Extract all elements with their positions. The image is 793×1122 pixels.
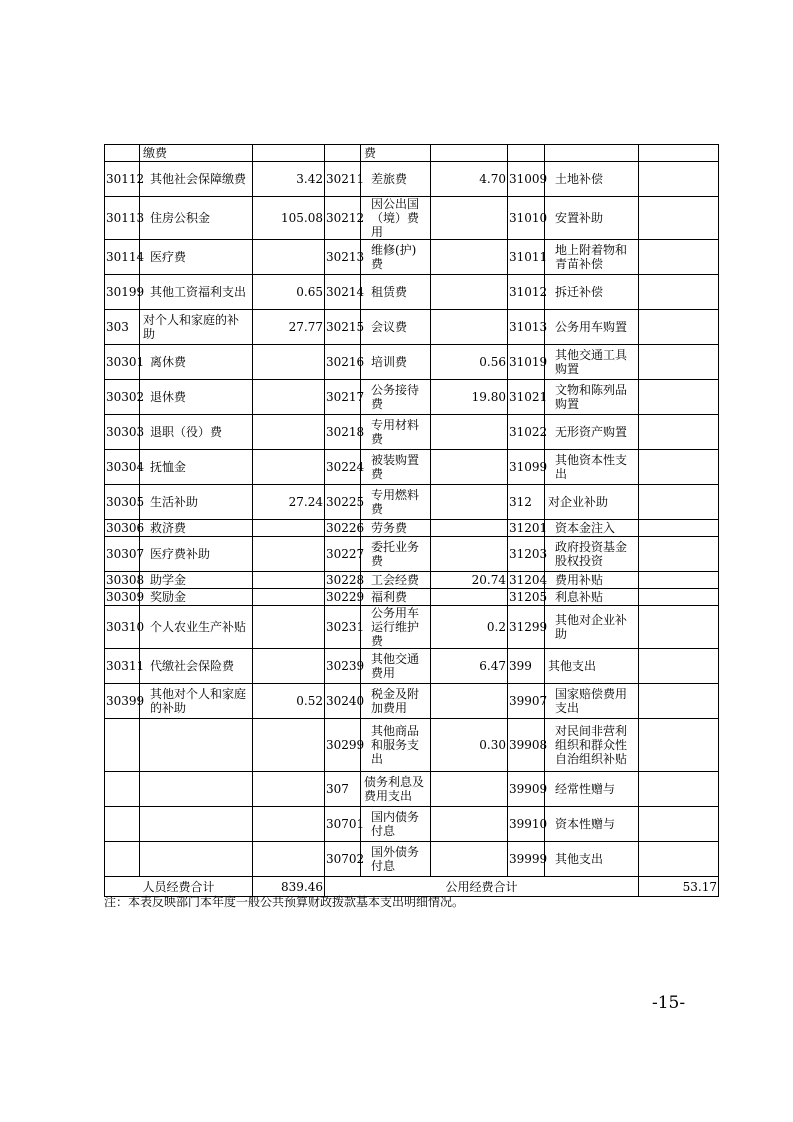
amount-1 bbox=[253, 572, 325, 589]
name-3: 其他支出 bbox=[545, 649, 639, 684]
public-total-amount: 53.17 bbox=[639, 877, 719, 897]
name-1: 其他社会保障缴费 bbox=[140, 162, 253, 197]
code-3: 399 bbox=[508, 649, 545, 684]
code-3: 31013 bbox=[508, 310, 545, 345]
name-3: 资本金注入 bbox=[545, 520, 639, 537]
name-1: 助学金 bbox=[140, 572, 253, 589]
amount-1: 27.24 bbox=[253, 485, 325, 520]
name-1: 其他工资福利支出 bbox=[140, 275, 253, 310]
code-1: 30308 bbox=[106, 573, 145, 587]
name-2: 工会经费 bbox=[361, 572, 431, 589]
amount-2: 4.70 bbox=[431, 162, 508, 197]
amount-3 bbox=[639, 684, 719, 719]
amount-3 bbox=[639, 197, 719, 240]
name-1: 缴费 bbox=[140, 145, 253, 162]
amount-3 bbox=[639, 572, 719, 589]
code-1: 30399 bbox=[105, 684, 140, 719]
code-1 bbox=[105, 719, 140, 772]
amount-2 bbox=[431, 310, 508, 345]
name-1: 医疗费 bbox=[140, 240, 253, 275]
code-2: 30212 bbox=[325, 197, 361, 240]
code-1: 30309 bbox=[106, 590, 145, 604]
name-1: 代缴社会保险费 bbox=[140, 649, 253, 684]
name-3: 资本性赠与 bbox=[545, 807, 639, 842]
name-2: 劳务费 bbox=[361, 520, 431, 537]
amount-3 bbox=[639, 842, 719, 877]
code-2: 30231 bbox=[325, 606, 361, 649]
code-2 bbox=[325, 145, 361, 162]
amount-3 bbox=[639, 649, 719, 684]
name-1: 退职（役）费 bbox=[140, 415, 253, 450]
amount-3 bbox=[639, 772, 719, 807]
amount-3 bbox=[639, 807, 719, 842]
code-1 bbox=[105, 145, 140, 162]
amount-3 bbox=[639, 310, 719, 345]
table-row bbox=[105, 772, 719, 807]
code-2: 30225 bbox=[325, 485, 361, 520]
name-1: 退休费 bbox=[140, 380, 253, 415]
name-2: 国外债务付息 bbox=[361, 842, 431, 877]
name-1: 生活补助 bbox=[140, 485, 253, 520]
code-2: 30214 bbox=[325, 275, 361, 310]
amount-1 bbox=[253, 606, 325, 649]
code-3: 39910 bbox=[508, 807, 545, 842]
name-3: 其他支出 bbox=[545, 842, 639, 877]
expenditure-detail-table bbox=[104, 144, 719, 897]
code-3: 31204 bbox=[509, 573, 548, 587]
code-3: 31009 bbox=[508, 162, 545, 197]
table-row bbox=[105, 415, 719, 450]
page-number: -15- bbox=[652, 993, 686, 1013]
amount-1: 3.42 bbox=[253, 162, 325, 197]
amount-2 bbox=[431, 450, 508, 485]
amount-1 bbox=[253, 719, 325, 772]
table-row bbox=[105, 520, 719, 537]
code-2: 30701 bbox=[325, 807, 361, 842]
name-1 bbox=[140, 807, 253, 842]
amount-2 bbox=[431, 485, 508, 520]
amount-3 bbox=[639, 145, 719, 162]
code-3: 31099 bbox=[508, 450, 545, 485]
name-1: 救济费 bbox=[140, 520, 253, 537]
amount-2: 0.56 bbox=[431, 345, 508, 380]
code-1: 30310 bbox=[105, 606, 140, 649]
amount-2: 19.80 bbox=[431, 380, 508, 415]
amount-2: 6.47 bbox=[431, 649, 508, 684]
amount-3 bbox=[639, 345, 719, 380]
name-2: 公务接待费 bbox=[361, 380, 431, 415]
amount-1 bbox=[253, 145, 325, 162]
amount-2 bbox=[431, 684, 508, 719]
code-1: 30113 bbox=[105, 197, 140, 240]
amount-2 bbox=[431, 240, 508, 275]
name-2: 其他商品和服务支出 bbox=[361, 719, 431, 772]
name-3: 政府投资基金股权投资 bbox=[545, 537, 639, 572]
table-row bbox=[105, 345, 719, 380]
name-2: 费 bbox=[361, 145, 431, 162]
name-1: 奖励金 bbox=[140, 589, 253, 606]
table-row bbox=[105, 842, 719, 877]
code-1: 30307 bbox=[105, 537, 140, 572]
name-2: 委托业务费 bbox=[361, 537, 431, 572]
code-2: 30229 bbox=[326, 590, 365, 604]
table-row bbox=[105, 240, 719, 275]
name-2: 因公出国（境）费用 bbox=[361, 197, 431, 240]
public-total-label: 公用经费合计 bbox=[325, 877, 639, 897]
table-row bbox=[105, 537, 719, 572]
code-2: 30702 bbox=[325, 842, 361, 877]
code-1 bbox=[105, 772, 140, 807]
name-2: 会议费 bbox=[361, 310, 431, 345]
name-2: 租赁费 bbox=[361, 275, 431, 310]
code-3: 31012 bbox=[508, 275, 545, 310]
amount-2 bbox=[431, 520, 508, 537]
name-2: 其他交通费用 bbox=[361, 649, 431, 684]
amount-3 bbox=[639, 537, 719, 572]
name-2: 税金及附加费用 bbox=[361, 684, 431, 719]
name-2: 被装购置费 bbox=[361, 450, 431, 485]
table-row bbox=[105, 450, 719, 485]
name-3: 文物和陈列品购置 bbox=[545, 380, 639, 415]
amount-2 bbox=[431, 772, 508, 807]
code-3: 31299 bbox=[508, 606, 545, 649]
name-1: 医疗费补助 bbox=[140, 537, 253, 572]
amount-3 bbox=[639, 162, 719, 197]
name-3: 费用补贴 bbox=[545, 572, 639, 589]
name-1: 其他对个人和家庭的补助 bbox=[140, 684, 253, 719]
name-3: 经常性赠与 bbox=[545, 772, 639, 807]
name-2: 公务用车运行维护费 bbox=[361, 606, 431, 649]
name-2: 维修(护)费 bbox=[361, 240, 431, 275]
code-1: 30306 bbox=[106, 521, 145, 535]
amount-2 bbox=[431, 275, 508, 310]
table-row bbox=[105, 807, 719, 842]
amount-1 bbox=[253, 345, 325, 380]
amount-1 bbox=[253, 520, 325, 537]
code-1 bbox=[105, 807, 140, 842]
amount-2: 20.74 bbox=[431, 572, 508, 589]
amount-3 bbox=[639, 450, 719, 485]
amount-3 bbox=[639, 606, 719, 649]
code-1 bbox=[105, 842, 140, 877]
code-2: 30240 bbox=[325, 684, 361, 719]
name-2: 差旅费 bbox=[361, 162, 431, 197]
code-2: 30226 bbox=[326, 521, 365, 535]
amount-3 bbox=[639, 719, 719, 772]
amount-1 bbox=[253, 450, 325, 485]
name-3: 拆迁补偿 bbox=[545, 275, 639, 310]
code-1: 303 bbox=[105, 310, 140, 345]
code-2: 30217 bbox=[325, 380, 361, 415]
code-2: 30211 bbox=[325, 162, 361, 197]
name-2: 国内债务付息 bbox=[361, 807, 431, 842]
code-2: 30216 bbox=[325, 345, 361, 380]
code-3: 39909 bbox=[508, 772, 545, 807]
amount-2 bbox=[431, 807, 508, 842]
code-1: 30114 bbox=[105, 240, 140, 275]
name-1: 个人农业生产补贴 bbox=[140, 606, 253, 649]
amount-1 bbox=[253, 807, 325, 842]
table-row bbox=[105, 589, 719, 606]
code-2: 30213 bbox=[325, 240, 361, 275]
code-1: 30302 bbox=[105, 380, 140, 415]
code-3: 31021 bbox=[508, 380, 545, 415]
amount-2 bbox=[431, 197, 508, 240]
code-1: 30301 bbox=[105, 345, 140, 380]
amount-1 bbox=[253, 240, 325, 275]
name-1: 对个人和家庭的补助 bbox=[140, 310, 253, 345]
code-3: 39999 bbox=[508, 842, 545, 877]
table-row bbox=[105, 380, 719, 415]
amount-2: 0.2 bbox=[431, 606, 508, 649]
personnel-total-label: 人员经费合计 bbox=[105, 877, 253, 897]
code-1: 30303 bbox=[105, 415, 140, 450]
name-3: 对企业补助 bbox=[545, 485, 639, 520]
table-row bbox=[105, 145, 719, 162]
code-2: 30224 bbox=[325, 450, 361, 485]
amount-1 bbox=[253, 772, 325, 807]
name-3: 对民间非营利组织和群众性自治组织补贴 bbox=[545, 719, 639, 772]
name-3: 公务用车购置 bbox=[545, 310, 639, 345]
code-3: 39908 bbox=[508, 719, 545, 772]
amount-3 bbox=[639, 380, 719, 415]
code-1: 30112 bbox=[105, 162, 140, 197]
code-3: 31201 bbox=[509, 521, 548, 535]
table-row bbox=[105, 572, 719, 589]
amount-1 bbox=[253, 649, 325, 684]
table-row bbox=[105, 162, 719, 197]
code-2: 30215 bbox=[325, 310, 361, 345]
amount-3 bbox=[639, 415, 719, 450]
table-footnote: 注：本表反映部门本年度一般公共预算财政拨款基本支出明细情况。 bbox=[104, 895, 465, 909]
table-row bbox=[105, 197, 719, 240]
code-3: 39907 bbox=[508, 684, 545, 719]
name-1: 离休费 bbox=[140, 345, 253, 380]
name-2: 专用材料费 bbox=[361, 415, 431, 450]
code-2: 307 bbox=[325, 772, 361, 807]
name-1 bbox=[140, 772, 253, 807]
name-3: 其他资本性支出 bbox=[545, 450, 639, 485]
amount-1 bbox=[253, 537, 325, 572]
amount-3 bbox=[639, 485, 719, 520]
amount-3 bbox=[639, 275, 719, 310]
name-3: 利息补贴 bbox=[545, 589, 639, 606]
name-3: 其他交通工具购置 bbox=[545, 345, 639, 380]
amount-1 bbox=[253, 380, 325, 415]
table-row bbox=[105, 684, 719, 719]
amount-2: 0.30 bbox=[431, 719, 508, 772]
amount-2 bbox=[431, 145, 508, 162]
code-2: 30227 bbox=[325, 537, 361, 572]
name-3: 国家赔偿费用支出 bbox=[545, 684, 639, 719]
name-3: 安置补助 bbox=[545, 197, 639, 240]
name-2: 专用燃料费 bbox=[361, 485, 431, 520]
code-3: 31205 bbox=[509, 590, 548, 604]
amount-3 bbox=[639, 520, 719, 537]
name-3: 其他对企业补助 bbox=[545, 606, 639, 649]
amount-1 bbox=[253, 842, 325, 877]
name-2: 福利费 bbox=[361, 589, 431, 606]
code-3: 31010 bbox=[508, 197, 545, 240]
amount-2 bbox=[431, 842, 508, 877]
amount-1: 105.08 bbox=[253, 197, 325, 240]
code-1: 30311 bbox=[105, 649, 140, 684]
name-1: 抚恤金 bbox=[140, 450, 253, 485]
code-3: 31011 bbox=[508, 240, 545, 275]
personnel-total-amount: 839.46 bbox=[253, 877, 325, 897]
amount-1 bbox=[253, 415, 325, 450]
amount-1 bbox=[253, 589, 325, 606]
name-2: 培训费 bbox=[361, 345, 431, 380]
amount-1: 0.52 bbox=[253, 684, 325, 719]
amount-2 bbox=[431, 589, 508, 606]
name-1 bbox=[140, 719, 253, 772]
name-1: 住房公积金 bbox=[140, 197, 253, 240]
amount-3 bbox=[639, 240, 719, 275]
table-row bbox=[105, 310, 719, 345]
name-3: 地上附着物和青苗补偿 bbox=[545, 240, 639, 275]
amount-1: 27.77 bbox=[253, 310, 325, 345]
code-3 bbox=[508, 145, 545, 162]
code-2: 30228 bbox=[326, 573, 365, 587]
table-row bbox=[105, 719, 719, 772]
code-3: 31019 bbox=[508, 345, 545, 380]
name-1 bbox=[140, 842, 253, 877]
code-1: 30305 bbox=[105, 485, 140, 520]
code-2: 30218 bbox=[325, 415, 361, 450]
table-row bbox=[105, 275, 719, 310]
code-1: 30199 bbox=[105, 275, 140, 310]
table-row bbox=[105, 485, 719, 520]
code-3: 312 bbox=[508, 485, 545, 520]
name-3 bbox=[545, 145, 639, 162]
table-row bbox=[105, 649, 719, 684]
amount-1: 0.65 bbox=[253, 275, 325, 310]
table-row bbox=[105, 606, 719, 649]
name-3: 无形资产购置 bbox=[545, 415, 639, 450]
name-2: 债务利息及费用支出 bbox=[361, 772, 431, 807]
code-3: 31203 bbox=[508, 537, 545, 572]
code-2: 30299 bbox=[325, 719, 361, 772]
name-3: 土地补偿 bbox=[545, 162, 639, 197]
code-3: 31022 bbox=[508, 415, 545, 450]
code-1: 30304 bbox=[105, 450, 140, 485]
amount-3 bbox=[639, 589, 719, 606]
amount-2 bbox=[431, 537, 508, 572]
amount-2 bbox=[431, 415, 508, 450]
code-2: 30239 bbox=[325, 649, 361, 684]
